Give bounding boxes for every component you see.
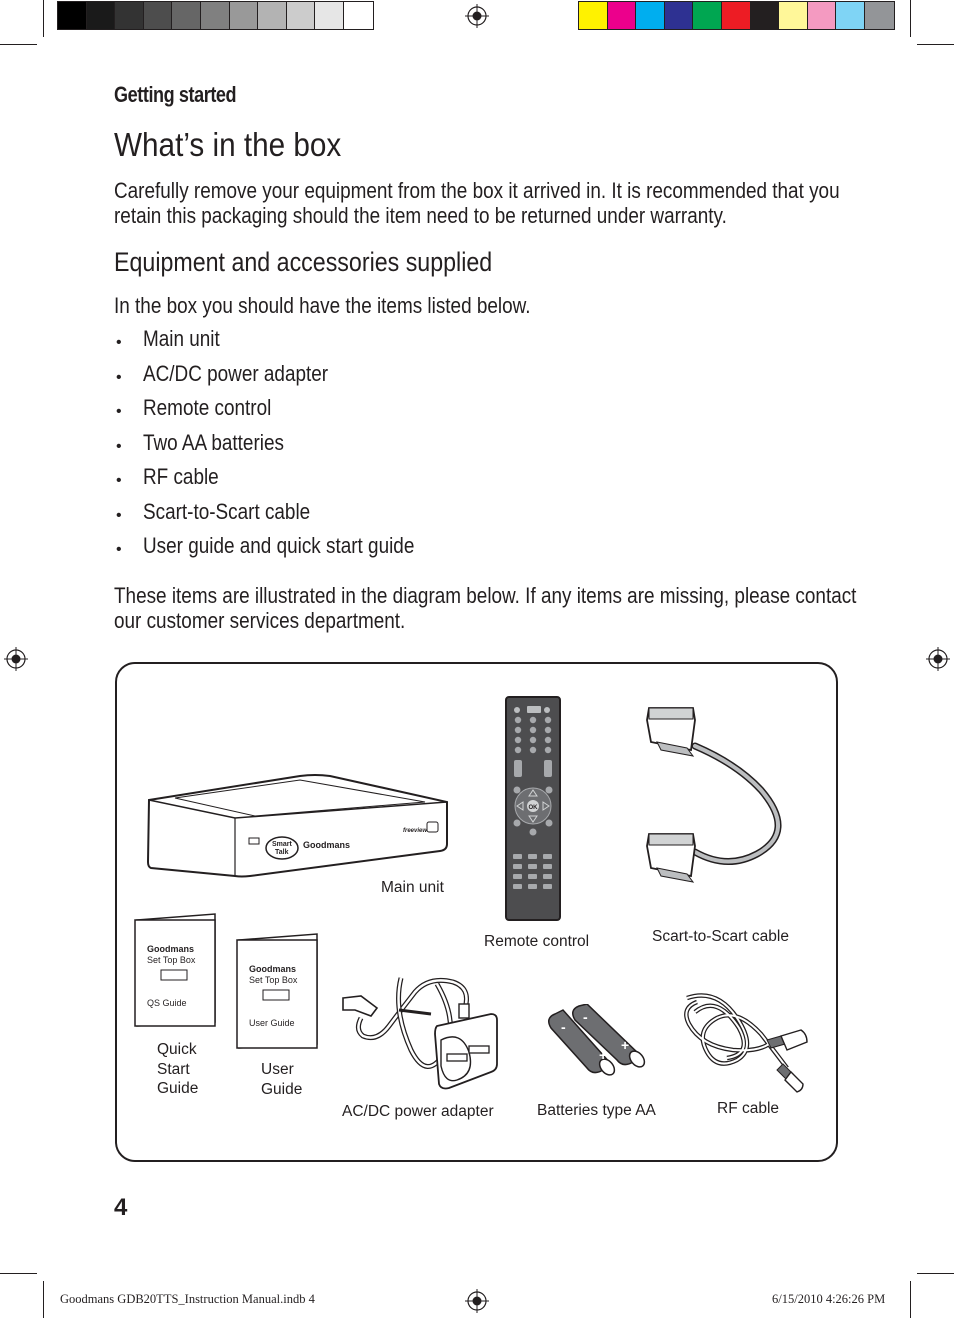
list-item-text: Scart-to-Scart cable <box>143 498 311 524</box>
caption-line: Guide <box>261 1080 303 1098</box>
caption-line: User <box>261 1061 294 1078</box>
scart-cable-caption: Scart-to-Scart cable <box>652 928 789 945</box>
ug-brand: Goodmans <box>249 964 297 974</box>
ug-line-1: Set Top Box <box>249 975 298 985</box>
caption-line: Start <box>157 1060 190 1078</box>
bullet-icon: • <box>116 506 122 524</box>
color-swatch <box>636 2 665 29</box>
unit-brand-logo: Goodmans <box>303 840 351 850</box>
list-item-text: Main unit <box>143 326 220 351</box>
color-swatch <box>87 2 116 29</box>
color-swatch <box>751 2 780 29</box>
ug-line-2: User Guide <box>249 1018 295 1028</box>
process-color-bar <box>578 1 895 30</box>
page-title: What’s in the box <box>114 126 342 163</box>
smart-talk-logo-line-1: Smart <box>272 841 292 848</box>
color-swatch <box>172 2 201 29</box>
footer-file-slug: Goodmans GDB20TTS_Instruction Manual.indb 4 <box>60 1292 315 1306</box>
color-swatch <box>315 2 344 29</box>
bullet-icon: • <box>116 541 122 558</box>
color-swatch <box>865 2 894 29</box>
remote-ok-button-label: OK <box>528 805 538 811</box>
quick-start-guide-caption <box>157 1040 198 1099</box>
bullet-icon: • <box>116 403 122 420</box>
color-swatch <box>258 2 287 29</box>
color-swatch <box>836 2 865 29</box>
intro-paragraph-line-2: retain this packaging should the item need to be returned under warranty. <box>114 203 727 228</box>
list-item-text: AC/DC power adapter <box>143 360 329 386</box>
qsg-line-1: Set Top Box <box>147 955 196 965</box>
gray-color-bar <box>57 1 374 30</box>
color-swatch <box>230 2 259 29</box>
color-swatch <box>58 2 87 29</box>
qsg-line-2: QS Guide <box>147 998 187 1008</box>
smart-talk-logo-line-2: Talk <box>275 849 289 856</box>
box-contents-diagram <box>115 662 838 1162</box>
main-unit-caption: Main unit <box>381 879 444 896</box>
color-swatch <box>722 2 751 29</box>
color-swatch <box>779 2 808 29</box>
list-item-text: RF cable <box>143 464 219 489</box>
color-swatch <box>808 2 837 29</box>
sub-heading: Equipment and accessories supplied <box>114 247 493 277</box>
user-guide-booklet <box>235 930 321 1052</box>
list-intro: In the box you should have the items listed below. <box>114 293 531 318</box>
intro-paragraph-line-1: Carefully remove your equipment from the box it arrived in. It is recommended that you <box>114 178 840 203</box>
list-item-text: Two AA batteries <box>143 429 284 455</box>
remote-control-caption: Remote control <box>484 933 590 950</box>
registration-mark-top-icon <box>465 4 489 28</box>
battery-2-minus: - <box>583 1009 588 1025</box>
batteries-caption: Batteries type AA <box>537 1102 656 1119</box>
bullet-icon: • <box>116 472 122 489</box>
color-swatch <box>287 2 316 29</box>
battery-2-plus: + <box>621 1037 630 1053</box>
user-guide-caption <box>261 1060 302 1099</box>
qsg-brand: Goodmans <box>147 944 195 954</box>
power-adapter-caption: AC/DC power adapter <box>342 1103 494 1120</box>
battery-1-minus: - <box>561 1019 566 1035</box>
rf-cable-caption: RF cable <box>717 1100 780 1117</box>
caption-line: Quick <box>157 1041 197 1058</box>
power-adapter-illustration <box>341 970 501 1094</box>
color-swatch <box>608 2 637 29</box>
battery-1-plus: + <box>599 1047 608 1063</box>
outro-paragraph-line-2: our customer services department. <box>114 608 406 633</box>
caption-line: Guide <box>157 1080 199 1097</box>
list-item-text: Remote control <box>143 395 272 420</box>
registration-mark-bottom-icon <box>465 1289 489 1313</box>
section-heading: Getting started <box>114 82 237 107</box>
scart-cable-illustration <box>637 702 797 902</box>
color-swatch <box>665 2 694 29</box>
color-swatch <box>201 2 230 29</box>
registration-mark-left-icon <box>4 647 28 671</box>
quick-start-guide-booklet <box>133 910 219 1030</box>
list-item-text: User guide and quick start guide <box>143 533 415 558</box>
color-swatch <box>579 2 608 29</box>
freeview-logo: freeview <box>403 828 428 834</box>
footer-timestamp: 6/15/2010 4:26:26 PM <box>772 1292 886 1306</box>
rf-cable-illustration <box>677 988 817 1094</box>
color-swatch <box>144 2 173 29</box>
color-swatch <box>115 2 144 29</box>
main-unit-illustration <box>145 772 455 882</box>
page-number: 4 <box>114 1194 128 1221</box>
batteries-illustration <box>547 1004 657 1084</box>
bullet-icon: • <box>116 368 122 386</box>
bullet-icon: • <box>116 437 122 455</box>
bullet-icon: • <box>116 334 122 351</box>
remote-control-illustration <box>505 696 561 922</box>
color-swatch <box>344 2 373 29</box>
color-swatch <box>693 2 722 29</box>
outro-paragraph-line-1: These items are illustrated in the diagram below. If any items are missing, please contact <box>114 583 857 608</box>
registration-mark-right-icon <box>926 647 950 671</box>
